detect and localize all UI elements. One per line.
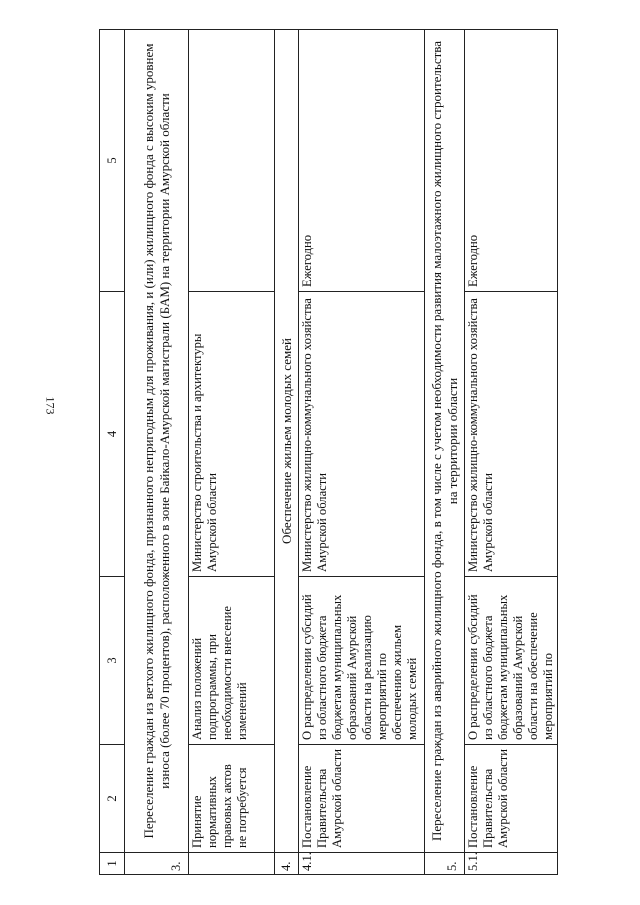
section-title: Переселение граждан из ветхого жилищного фонда, признанного непригодным для проживания, и (или) жилищного фонда с высоким уровнем износа (более 70 процентов), расположенного в зоне Байкало-Амурской магистрали (БАМ) на территории Амурской области bbox=[125, 30, 189, 853]
page-number: 173 bbox=[43, 396, 58, 415]
header-col-5: 5 bbox=[100, 30, 125, 292]
rotated-table-page bbox=[99, 30, 555, 875]
measures-table bbox=[99, 29, 558, 875]
act-content-cell: О распределении субсидий из областного бюджета бюджетам муниципальных образований Амурской области на обеспечение мероприятий по bbox=[465, 577, 558, 745]
deadline-cell: Ежегодно bbox=[465, 30, 558, 292]
deadline-cell: Ежегодно bbox=[299, 30, 425, 292]
section-title: Обеспечение жильем молодых семей bbox=[275, 30, 299, 853]
deadline-cell bbox=[189, 30, 275, 292]
header-col-2: 2 bbox=[100, 745, 125, 853]
header-col-1: 1 bbox=[100, 853, 125, 875]
header-col-4: 4 bbox=[100, 292, 125, 577]
header-col-3: 3 bbox=[100, 577, 125, 745]
row-number: 5.1. bbox=[465, 853, 558, 875]
table-row bbox=[189, 30, 275, 875]
act-content-cell: О распределении субсидий из областного бюджета бюджетам муниципальных образований Амурской области на реализацию мероприятий по обеспечению жильем молодых семей bbox=[299, 577, 425, 745]
legal-act-cell: Постановление Правительства Амурской области bbox=[465, 745, 558, 853]
row-number: 4.1. bbox=[299, 853, 425, 875]
section-title: Переселение граждан из аварийного жилищного фонда, в том числе с учетом необходимости развития малоэтажного жилищного строительства на территории области bbox=[425, 30, 465, 853]
table-row bbox=[299, 30, 425, 875]
section-row bbox=[425, 30, 465, 875]
header-row bbox=[100, 30, 125, 875]
executor-cell: Министерство жилищно-коммунального хозяйства Амурской области bbox=[299, 292, 425, 577]
table-row bbox=[465, 30, 558, 875]
section-row bbox=[275, 30, 299, 875]
legal-act-cell: Постановление Правительства Амурской области bbox=[299, 745, 425, 853]
executor-cell: Министерство жилищно-коммунального хозяйства Амурской области bbox=[465, 292, 558, 577]
act-content-cell: Анализ положений подпрограммы, при необходимости внесение изменений bbox=[189, 577, 275, 745]
executor-cell: Министерство строительства и архитектуры Амурской области bbox=[189, 292, 275, 577]
section-row bbox=[125, 30, 189, 875]
section-number: 4. bbox=[275, 853, 299, 875]
section-number: 5. bbox=[425, 853, 465, 875]
section-number: 3. bbox=[125, 853, 189, 875]
legal-act-cell: Принятие нормативных правовых актов не потребуется bbox=[189, 745, 275, 853]
row-number bbox=[189, 853, 275, 875]
